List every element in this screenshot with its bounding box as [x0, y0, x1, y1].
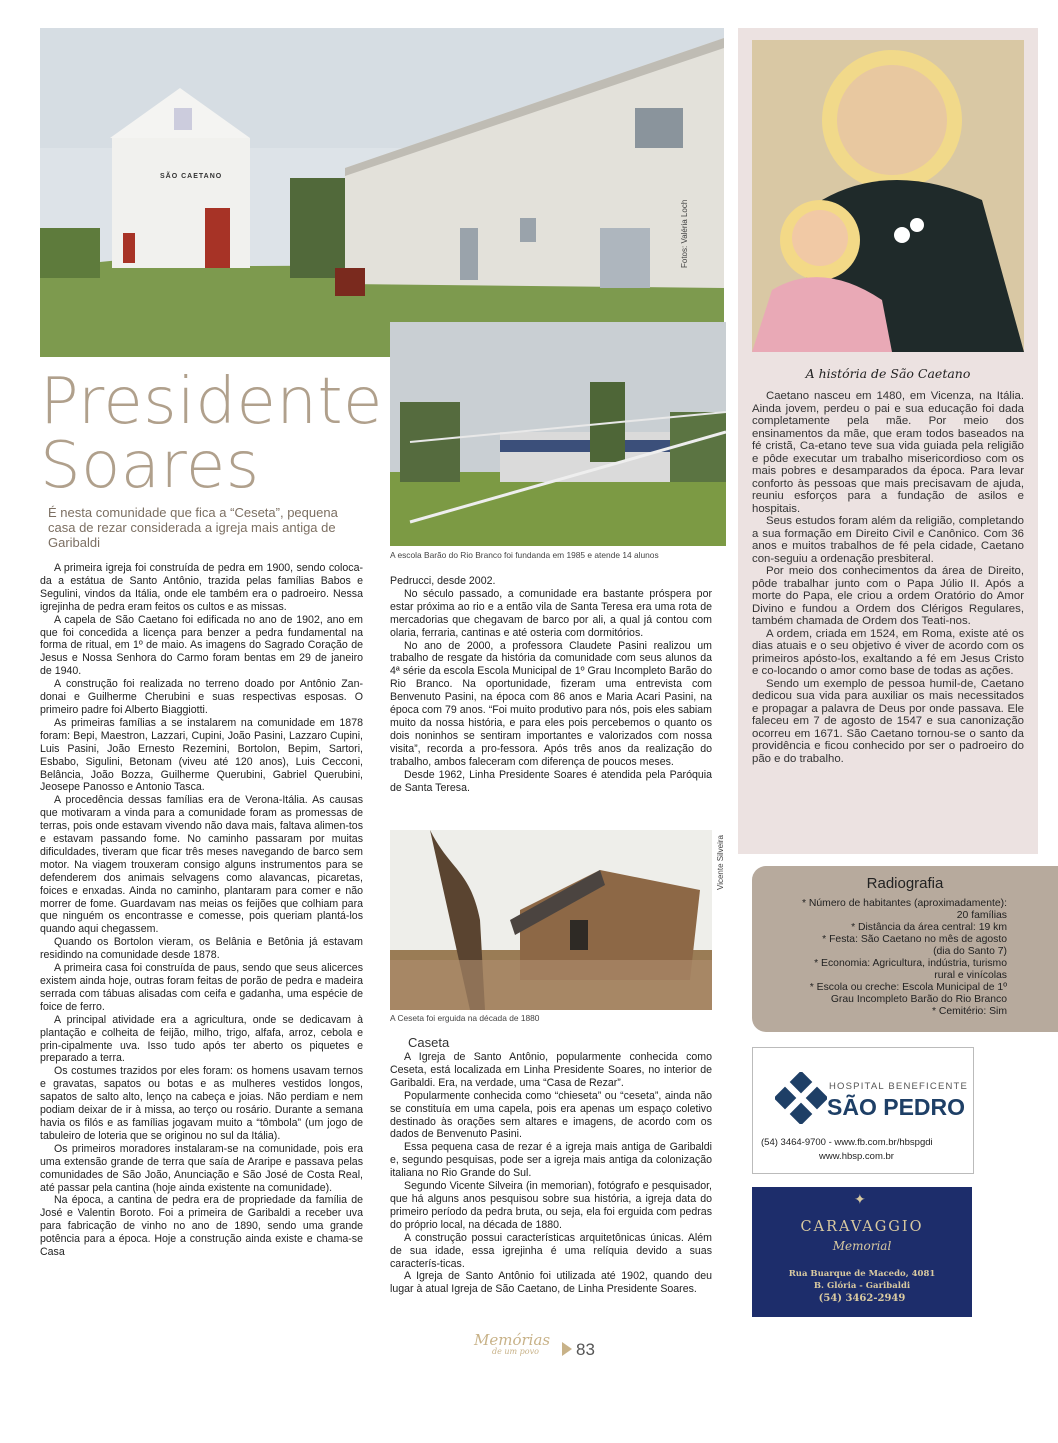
paragraph: As primeiras famílias a se instalarem na comunidade em 1878 foram: Bepi, Maestron, Lazzari, Cupini, João Pasini, Lazzaro Cupini, Luis Pasini, João Ernesto Rezemini, Bortolon, Bepim, Sartori, Esbabo, Sigulini, Betonam (viveu até 120 anos), Luis Cecconi, Belância, João Bozza, Guilherme Querubini, Gabriel Querubini, Jeosepe Panosso e Antonio Tasca.	[40, 716, 363, 794]
radiografia-line: 20 famílias	[956, 910, 1007, 921]
caravaggio-phone: (54) 3462-2949	[818, 1293, 906, 1304]
footer-logo	[474, 1331, 564, 1367]
church-sign: SÃO CAETANO	[160, 173, 223, 180]
paragraph: A procedência dessas famílias era de Verona-Itália. As causas que motivaram a vinda para a comunidade foram as promessas de terras, pois onde estavam vivendo não dava mais, faltava alimen-tos e estavam passando fome. No caminho passaram por muitas dificuldades, tiveram que ficar três meses navegando de barco sem motor. Na viagem trouxeram consigo alguns instrumentos para se defenderem dos animais selvagens como alavancas, picaretas, foices e enxadas. Ainda no caminho, plantaram para comer e não morrer de fome. Guardavam nas meias os feijões que colhiam para que ninguém os encontrasse e comesse, pois queriam plantá-los quando aqui chegassem.	[40, 794, 363, 936]
paragraph: A construção foi realizada no terreno doado por Antônio Zan-donai e Guilherme Cherubini e suas respectivas esposas. O primeiro padre foi Alberto Biaggiotti.	[40, 678, 363, 716]
caseta-heading: Caseta	[408, 1035, 450, 1050]
paragraph: A principal atividade era a agricultura, onde se dedicavam à plantação e colheita de feijão, milho, trigo, alfafa, arroz, cebola e prin-cipalmente uva. Isso tudo após ter aberto os piquetes e preparado a terra.	[40, 1013, 363, 1065]
church-photo	[40, 28, 724, 357]
paragraph: Os primeiros moradores instalaram-se na comunidade, pois era uma extensão grande de terra que saía de Araripe e passava pelas comunidades de São João, Anunciação e São José de Costa Real, até passar pela cantina (hoje ainda existente na comunidade).	[40, 1142, 363, 1194]
footer-logo-line2: de um povo	[492, 1347, 539, 1356]
subtitle: É nesta comunidade que fica a “Ceseta”, pequena casa de rezar considerada a igreja mais antiga de Garibaldi	[48, 505, 338, 550]
saint-image	[752, 40, 1024, 352]
paragraph: Caetano nasceu em 1480, em Vicenza, na Itália. Ainda jovem, perdeu o pai e sua educação foi dada completamente pela mãe. Por meio dos ensinamentos da mãe, que eram todos baseados na fé cristã, Ca-etano teve sua vida guiada pela religião e pôde executar um trabalho misericordioso com os mais pobres e desamparados da época. Para levar conforto às pessoas que mais precisavam de ajuda, reuniu esforços para a fundação de asilos e hospitais.	[752, 390, 1024, 515]
caseta-caption: A Ceseta foi erguida na década de 1880	[390, 1013, 540, 1023]
paragraph: A ordem, criada em 1524, em Roma, existe até os dias atuais e o seu objetivo é viver de acordo com os primeiros apósto-los, exaltando a fé em Jesus Cristo e co-locando o amor como base de todas as ações.	[752, 627, 1024, 677]
paragraph: Desde 1962, Linha Presidente Soares é atendida pela Paróquia de Santa Teresa.	[390, 768, 712, 794]
caravaggio-ad[interactable]	[752, 1187, 972, 1317]
column-1	[40, 562, 363, 1259]
paragraph: Essa pequena casa de rezar é a igreja mais antiga de Garibaldi e, segundo pesquisas, pode ser a igreja mais antiga da colonização italiana no Rio Grande do Sul.	[390, 1141, 712, 1180]
hospital-contact: (54) 3464-9700 - www.fb.com.br/hbspgdi	[761, 1137, 933, 1148]
hospital-site: www.hbsp.com.br	[819, 1151, 894, 1162]
paragraph: Por meio dos conhecimentos da área de Direito, pôde trabalhar junto com o Papa Júlio II. Após a morte do Papa, ele criou a ordem Oratório do Amor Divino e fundou a Ordem dos Clérigos Regulares, também chamada de Ordem dos Teati-nos.	[752, 565, 1024, 627]
paragraph: Na época, a cantina de pedra era de propriedade da família de José e Valentin Boroto. Foi a primeira de Garibaldi a receber uva para fabricação de vinho no ano de 1890, sendo uma grande potência para a época. Hoje a construção ainda existe e chama-se Casa	[40, 1194, 363, 1259]
paragraph: A construção possui características arquitetônicas únicas. Além de sua idade, essa igrejinha é uma relíquia devido a suas caracterís-ticas.	[390, 1231, 712, 1270]
paragraph: Os costumes trazidos por eles foram: os homens usavam ternos e gravatas, sapatos ou botas e as mulheres vestidos longos, sapatos de salto alto, lenço na cabeça e joias. Não perdiam e nem podiam deixar de ir à missa, ao terço ou rosário. Durante a semana havia os filós e as famílias jogavam muito a “tômbola” (um jogo de tabuleiro de loteria que se originou no sul da Itália).	[40, 1065, 363, 1142]
radiografia-line: * Escola ou creche: Escola Municipal de 1º	[809, 982, 1007, 993]
paragraph: Segundo Vicente Silveira (in memorian), fotógrafo e pesquisador, que há alguns anos pesquisou sobre sua história, a igreja data do primeiro período da pedra bruta, ou seja, ela foi erguida com pedras do próprio local, na década de 1880.	[390, 1180, 712, 1231]
school-caption: A escola Barão do Rio Branco foi fundanda em 1985 e atende 14 alunos	[390, 550, 659, 560]
caravaggio-address1: Rua Buarque de Macedo, 4081	[788, 1269, 936, 1279]
radiografia-line: * Festa: São Caetano no mês de agosto	[822, 934, 1007, 945]
sidebar-box	[738, 28, 1038, 854]
caseta-credit: Vicente Silveira	[716, 835, 725, 890]
radiografia-line: * Número de habitantes (aproximadamente):	[801, 898, 1007, 909]
sidebar-heading: A história de São Caetano	[805, 366, 971, 381]
hospital-name-line1: HOSPITAL BENEFICENTE	[829, 1081, 969, 1092]
paragraph: A Igreja de Santo Antônio foi utilizada até 1902, quando deu lugar à atual Igreja de São Caetano, de Linha Presidente Soares.	[390, 1270, 712, 1296]
radiografia-line: * Cemitério: Sim	[931, 1006, 1007, 1017]
paragraph: A Igreja de Santo Antônio, popularmente conhecida como Ceseta, está localizada em Linha Presidente Soares, no interior de Garibaldi. Era, na verdade, uma “Casa de Rezar”.	[390, 1051, 712, 1089]
paragraph: A primeira casa foi construída de paus, sendo que seus alicerces existem ainda hoje, outras foram feitas de porão de pedra e madeira serrada com tábuas alisadas com ceifa e gadanha, uma espécie de foice de ferro.	[40, 962, 363, 1013]
radiografia-title: Radiografia	[866, 875, 944, 892]
page-title-line2: Soares	[40, 429, 260, 503]
caravaggio-script: Memorial	[832, 1239, 892, 1253]
paragraph: A capela de São Caetano foi edificada no ano de 1902, ano em que foi concedida a licença para benzer a pedra fundamental na forma de ritual, em 1º de maio. As imagens do Sagrado Coração de Jesus e Nossa Senhora do Carmo foram bentas em 29 de janeiro de 1940.	[40, 613, 363, 678]
paragraph: Quando os Bortolon vieram, os Belânia e Betônia já estavam residindo na comunidade desde 1878.	[40, 936, 363, 962]
hospital-logo-icon	[775, 1072, 827, 1124]
radiografia-box	[752, 866, 1058, 1032]
sidebar-text	[752, 390, 1024, 765]
footer-arrow-icon	[562, 1342, 572, 1356]
radiografia-line: * Distância da área central: 19 km	[851, 922, 1007, 933]
caravaggio-name: CARAVAGGIO	[800, 1219, 924, 1235]
paragraph: Sendo um exemplo de pessoa humil-de, Caetano dedicou sua vida para auxiliar os mais necessitados e propagar a palavra de Deus por onde passava. Ele faleceu em 7 de agosto de 1547 e sua canonização ocorreu em 1671. São Caetano tornou-se o santo da providência e ficou conhecido por ser o padroeiro do pão e do trabalho.	[752, 677, 1024, 765]
page-number: 83	[576, 1340, 595, 1359]
paragraph: Popularmente conhecida como “chieseta” ou “ceseta”, ainda não se constituía em uma capela, pois era apenas um espaço coletivo destinado às orações sem altares e imagens, de acordo com os dados de Benvenuto Pasini.	[390, 1089, 712, 1141]
hospital-ad[interactable]	[752, 1047, 974, 1174]
radiografia-list	[752, 898, 1007, 1018]
paragraph: Seus estudos foram além da religião, completando a sua formação em Direito Civil e Canônico. Com 36 anos e muitos trabalhos de fé pela cidade, Caetano con-seguiu a ordenação presbiteral.	[752, 515, 1024, 565]
hospital-name-line2: SÃO PEDRO	[827, 1094, 966, 1120]
caravaggio-address2: B. Glória - Garibaldi	[813, 1281, 911, 1291]
paragraph: No século passado, a comunidade era bastante próspera por estar próxima ao rio e a então vila de Santa Teresa era uma rota de mercadorias que chegavam de barco por ali, a qual já contou com olaria, ferraria, cantinas e até osteria com dormitórios.	[390, 587, 712, 639]
paragraph: A primeira igreja foi construída de pedra em 1900, sendo coloca-da a estátua de Santo Antônio, trazida pelas famílias Babos e Segulini, vindos da Itália, onde ele também era o padroeiro. Nessa igrejinha de pedra eram feitos os cultos e as missas.	[40, 562, 363, 613]
paragraph: Pedrucci, desde 2002.	[390, 575, 496, 587]
page-title-line1: Presidente	[40, 365, 383, 439]
radiografia-line: (dia do Santo 7)	[933, 946, 1007, 957]
column-3	[390, 1051, 712, 1296]
photo-credit: Fotos: Valéria Loch	[680, 199, 689, 268]
footer-logo-line1: Memórias	[474, 1331, 551, 1349]
caseta-photo	[390, 830, 712, 1010]
column-2	[390, 575, 712, 794]
paragraph: No ano de 2000, a professora Claudete Pasini realizou um trabalho de resgate da história da comunidade com seus alunos da 4ª série da escola Escola Municipal de 1º Grau Incompleto Barão do Rio Branco. Na oportunidade, fizeram uma entrevista com Benvenuto Pasini, na época com 86 anos e Maria Acari Pasini, na época com 79 anos. “Foi muito produtivo para nós, pois eles sabiam muito da nossa história, e para eles pois percebemos o quanto os dois noninhos se sentiram importantes e valorizados com nossa visita”, recorda a pro-fessora. Após três anos da realização do trabalho, ambos faleceram com diferença de poucos meses.	[390, 639, 712, 768]
school-photo	[390, 322, 726, 546]
radiografia-line: Grau Incompleto Barão do Rio Branco	[830, 994, 1007, 1005]
ornament-icon: ✦	[854, 1191, 866, 1207]
radiografia-line: * Economia: Agricultura, indústria, turismo	[814, 958, 1007, 969]
radiografia-line: rural e vinícolas	[934, 970, 1007, 981]
